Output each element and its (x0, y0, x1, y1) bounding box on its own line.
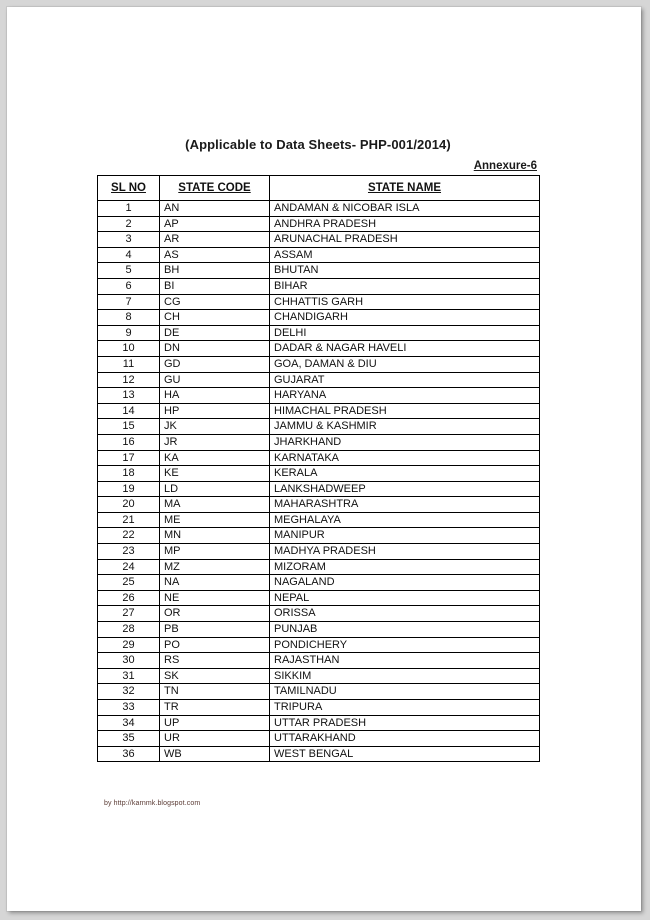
sl-no-cell: 30 (98, 653, 160, 669)
state-name-cell: MEGHALAYA (270, 512, 540, 528)
table-row (98, 294, 540, 310)
state-code-cell: MZ (160, 559, 270, 575)
state-name-cell: MADHYA PRADESH (270, 544, 540, 560)
state-code-cell: HA (160, 388, 270, 404)
state-code-cell: OR (160, 606, 270, 622)
table-row (98, 684, 540, 700)
sl-no-cell: 35 (98, 731, 160, 747)
state-code-cell: AR (160, 232, 270, 248)
table-row (98, 403, 540, 419)
state-name-cell: ARUNACHAL PRADESH (270, 232, 540, 248)
sl-no-cell: 25 (98, 575, 160, 591)
table-row (98, 372, 540, 388)
state-name-cell: JAMMU & KASHMIR (270, 419, 540, 435)
sl-no-cell: 18 (98, 466, 160, 482)
state-name-cell: MANIPUR (270, 528, 540, 544)
sl-no-cell: 11 (98, 356, 160, 372)
sl-no-cell: 26 (98, 590, 160, 606)
sl-no-cell: 23 (98, 544, 160, 560)
sl-no-cell: 6 (98, 278, 160, 294)
state-name-cell: UTTAR PRADESH (270, 715, 540, 731)
state-code-cell: BH (160, 263, 270, 279)
table-row (98, 668, 540, 684)
sl-no-cell: 9 (98, 325, 160, 341)
state-code-cell: AP (160, 216, 270, 232)
state-code-cell: AS (160, 247, 270, 263)
table-row (98, 466, 540, 482)
state-name-cell: SIKKIM (270, 668, 540, 684)
state-name-cell: UTTARAKHAND (270, 731, 540, 747)
sl-no-cell: 22 (98, 528, 160, 544)
state-code-cell: NA (160, 575, 270, 591)
state-code-cell: CH (160, 310, 270, 326)
sl-no-cell: 16 (98, 434, 160, 450)
state-name-cell: JHARKHAND (270, 434, 540, 450)
state-name-cell: DELHI (270, 325, 540, 341)
table-row (98, 419, 540, 435)
state-name-cell: DADAR & NAGAR HAVELI (270, 341, 540, 357)
sl-no-cell: 2 (98, 216, 160, 232)
state-code-cell: DN (160, 341, 270, 357)
state-code-cell: NE (160, 590, 270, 606)
sl-no-cell: 17 (98, 450, 160, 466)
sl-no-cell: 12 (98, 372, 160, 388)
state-name-cell: LANKSHADWEEP (270, 481, 540, 497)
sl-no-cell: 31 (98, 668, 160, 684)
table-row (98, 450, 540, 466)
document-page (7, 7, 641, 911)
sl-no-cell: 8 (98, 310, 160, 326)
state-code-cell: KE (160, 466, 270, 482)
table-row (98, 232, 540, 248)
state-code-cell: ME (160, 512, 270, 528)
sl-no-cell: 13 (98, 388, 160, 404)
state-code-cell: UR (160, 731, 270, 747)
table-row (98, 559, 540, 575)
state-name-cell: ORISSA (270, 606, 540, 622)
table-row (98, 263, 540, 279)
state-name-cell: ANDHRA PRADESH (270, 216, 540, 232)
state-name-cell: ASSAM (270, 247, 540, 263)
state-code-cell: TR (160, 700, 270, 716)
state-code-cell: LD (160, 481, 270, 497)
table-row (98, 325, 540, 341)
sl-no-cell: 5 (98, 263, 160, 279)
state-name-cell: CHHATTIS GARH (270, 294, 540, 310)
header-state-name: STATE NAME (270, 176, 540, 201)
table-row (98, 731, 540, 747)
document-content (97, 137, 539, 762)
sl-no-cell: 10 (98, 341, 160, 357)
table-row (98, 575, 540, 591)
state-code-cell: MP (160, 544, 270, 560)
header-sl-no: SL NO (98, 176, 160, 201)
page-title: (Applicable to Data Sheets- PHP-001/2014) (185, 137, 451, 152)
sl-no-cell: 33 (98, 700, 160, 716)
state-name-cell: BIHAR (270, 278, 540, 294)
state-code-cell: SK (160, 668, 270, 684)
sl-no-cell: 36 (98, 746, 160, 762)
sl-no-cell: 7 (98, 294, 160, 310)
state-name-cell: MAHARASHTRA (270, 497, 540, 513)
sl-no-cell: 15 (98, 419, 160, 435)
sl-no-cell: 1 (98, 201, 160, 217)
sl-no-cell: 27 (98, 606, 160, 622)
sl-no-cell: 19 (98, 481, 160, 497)
table-row (98, 512, 540, 528)
state-code-cell: KA (160, 450, 270, 466)
sl-no-cell: 21 (98, 512, 160, 528)
state-name-cell: NEPAL (270, 590, 540, 606)
state-code-cell: UP (160, 715, 270, 731)
annexure-label: Annexure-6 (473, 160, 537, 172)
state-name-cell: ANDAMAN & NICOBAR ISLA (270, 201, 540, 217)
state-name-cell: KERALA (270, 466, 540, 482)
footer-attribution: by http://karnmk.blogspot.com (104, 800, 201, 807)
state-code-cell: PB (160, 622, 270, 638)
table-row (98, 544, 540, 560)
sl-no-cell: 34 (98, 715, 160, 731)
state-name-cell: GUJARAT (270, 372, 540, 388)
state-code-table (97, 175, 540, 762)
state-code-cell: WB (160, 746, 270, 762)
table-row (98, 746, 540, 762)
state-code-cell: CG (160, 294, 270, 310)
state-code-cell: DE (160, 325, 270, 341)
table-row (98, 434, 540, 450)
state-name-cell: PUNJAB (270, 622, 540, 638)
state-name-cell: CHANDIGARH (270, 310, 540, 326)
table-row (98, 247, 540, 263)
state-code-cell: MA (160, 497, 270, 513)
sl-no-cell: 24 (98, 559, 160, 575)
state-name-cell: RAJASTHAN (270, 653, 540, 669)
state-code-cell: JK (160, 419, 270, 435)
table-row (98, 481, 540, 497)
state-code-cell: GU (160, 372, 270, 388)
state-name-cell: TAMILNADU (270, 684, 540, 700)
state-name-cell: BHUTAN (270, 263, 540, 279)
state-code-cell: AN (160, 201, 270, 217)
state-code-cell: RS (160, 653, 270, 669)
sl-no-cell: 32 (98, 684, 160, 700)
state-code-cell: JR (160, 434, 270, 450)
state-code-cell: MN (160, 528, 270, 544)
state-code-cell: HP (160, 403, 270, 419)
table-row (98, 653, 540, 669)
table-row (98, 622, 540, 638)
table-row (98, 497, 540, 513)
table-row (98, 528, 540, 544)
state-name-cell: GOA, DAMAN & DIU (270, 356, 540, 372)
table-row (98, 715, 540, 731)
table-header-row (98, 176, 540, 201)
sl-no-cell: 4 (98, 247, 160, 263)
table-row (98, 341, 540, 357)
sl-no-cell: 3 (98, 232, 160, 248)
state-name-cell: MIZORAM (270, 559, 540, 575)
table-row (98, 356, 540, 372)
table-row (98, 700, 540, 716)
table-row (98, 590, 540, 606)
table-row (98, 637, 540, 653)
state-name-cell: TRIPURA (270, 700, 540, 716)
state-name-cell: PONDICHERY (270, 637, 540, 653)
table-row (98, 606, 540, 622)
table-row (98, 310, 540, 326)
sl-no-cell: 20 (98, 497, 160, 513)
sl-no-cell: 29 (98, 637, 160, 653)
state-code-cell: TN (160, 684, 270, 700)
state-name-cell: KARNATAKA (270, 450, 540, 466)
table-row (98, 278, 540, 294)
state-code-cell: PO (160, 637, 270, 653)
table-row (98, 201, 540, 217)
header-state-code: STATE CODE (160, 176, 270, 201)
state-name-cell: HARYANA (270, 388, 540, 404)
state-code-cell: BI (160, 278, 270, 294)
state-name-cell: NAGALAND (270, 575, 540, 591)
state-name-cell: HIMACHAL PRADESH (270, 403, 540, 419)
state-name-cell: WEST BENGAL (270, 746, 540, 762)
state-code-cell: GD (160, 356, 270, 372)
table-row (98, 388, 540, 404)
state-table-body (98, 201, 540, 762)
sl-no-cell: 14 (98, 403, 160, 419)
table-row (98, 216, 540, 232)
sl-no-cell: 28 (98, 622, 160, 638)
